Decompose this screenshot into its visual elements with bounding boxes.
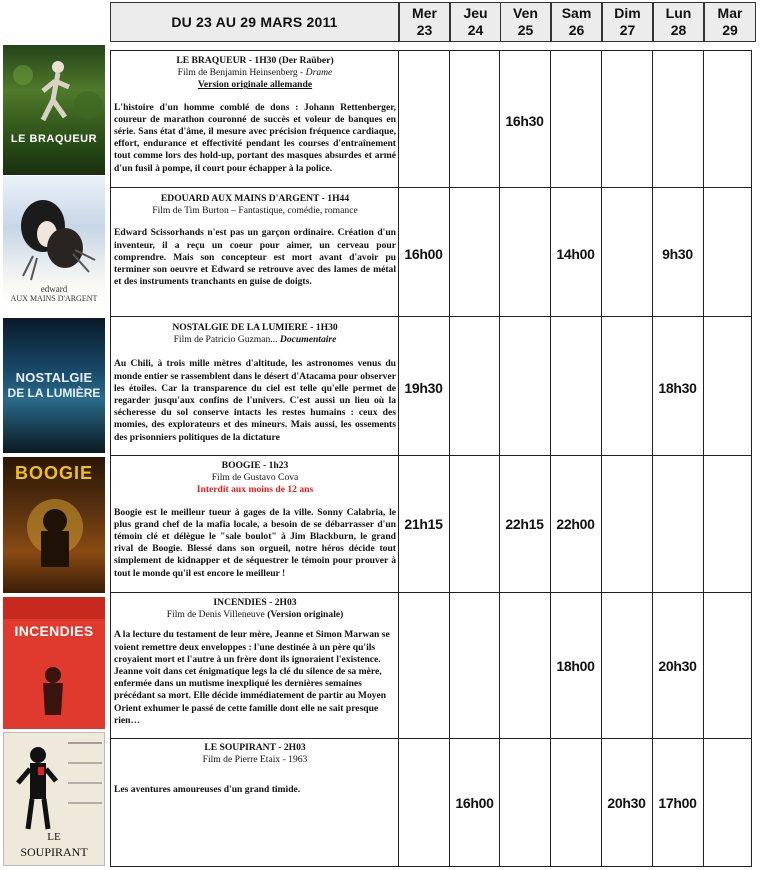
age-restriction: Interdit aux moins de 12 ans — [196, 484, 314, 496]
grid-divider — [449, 50, 450, 867]
showtime-lun: 18h30 — [658, 380, 697, 396]
poster-title-line2: DE LA LUMIÈRE — [7, 386, 101, 400]
film-version: Version originale allemande — [197, 79, 313, 91]
day-name: Ven — [513, 5, 538, 21]
day-header-jeu — [450, 2, 501, 42]
day-name: Sam — [561, 5, 592, 21]
grid-divider — [550, 50, 551, 867]
film-synopsis-part1: A la lecture du testament de leur mère, Jeanne et Simon Marwan se voient remettre deux enveloppes : l'une destinée à un père qu'ils croyaient mort et l'autre à un frère dont ils ignoraient l'existence. — [114, 629, 390, 665]
grid-divider — [601, 50, 602, 867]
poster-title-line2: SOUPIRANT — [20, 845, 88, 859]
showtime-sam: 14h00 — [556, 246, 595, 262]
day-name: Mer — [412, 5, 437, 21]
film-synopsis: Edward Scissorhands n'est pas un garçon ordinaire. Création d'un inventeur, il a reçu un coeur pour aimer, un cerveau pour comprendre. Mais son concepteur est mort avant d'avoir pu terminer son oeuvre et Edward se retrouve avec des lames de métal et des instruments tranchants en guise de doigts. — [114, 227, 396, 288]
film-credit — [114, 609, 396, 621]
film-description-boogie — [114, 460, 396, 580]
poster-le-braqueur — [3, 45, 105, 175]
film-description-incendies — [114, 597, 396, 727]
film-title: EDOUARD AUX MAINS D'ARGENT - 1H44 — [160, 193, 350, 204]
film-title: LE SOUPIRANT - 2H03 — [204, 742, 306, 753]
day-number: 29 — [722, 22, 738, 38]
incendies-figure — [3, 597, 105, 729]
row-divider — [110, 316, 752, 317]
row-divider — [110, 455, 752, 456]
grid-divider — [499, 50, 500, 867]
film-description-le-soupirant — [114, 742, 396, 797]
poster-boogie — [3, 457, 105, 593]
poster-title: LE BRAQUEUR — [10, 133, 98, 145]
day-header-sam — [551, 2, 602, 42]
showtime-lun: 20h30 — [658, 658, 697, 674]
film-credit — [114, 334, 396, 346]
film-credit: Film de Gustavo Cova — [211, 472, 299, 484]
poster-title-small: edward — [40, 284, 68, 294]
showtime-lun: 17h00 — [658, 795, 697, 811]
film-synopsis: Boogie est le meilleur tueur à gages de la ville. Sonny Calabria, le plus grand chef de la mafia locale, a besoin de se débarrasser d'un témoin clé et délègue le "sale boulot" à Jim Blackburn, le grand rival de Boogie. Blessé dans son orgueil, notre héros décide tout simplement de kidnapper et de séquestrer le témoin pour prouver à tout le monde qu'il est encore le meilleur ! — [114, 506, 396, 579]
poster-nostalgie — [3, 318, 105, 453]
showtime-jeu: 16h00 — [455, 795, 494, 811]
poster-le-soupirant — [3, 732, 105, 866]
showtime-mer: 19h30 — [404, 380, 443, 396]
film-credit: Film de Tim Burton – Fantastique, comédie, romance — [152, 205, 358, 217]
day-number: 25 — [517, 22, 534, 38]
film-synopsis-part2: Jeanne voit dans cet énigmatique legs la clé du silence de sa mère, enfermée dans un mutisme inexpliqué les dernières semaines précédant sa mort. Elle décide immédiatement de partir au Moyen Orient exhumer le passé de cette famille dont elle ne sait presque rien… — [114, 666, 387, 726]
showtime-mer: 21h15 — [404, 516, 443, 532]
day-name: Jeu — [463, 5, 488, 21]
day-header-ven — [500, 2, 551, 42]
grid-divider — [398, 50, 399, 867]
row-divider — [110, 592, 752, 593]
day-name: Lun — [665, 5, 692, 21]
showtime-mer: 16h00 — [404, 246, 443, 262]
credit-director: Film de Benjamin Heinsenberg - — [177, 67, 306, 79]
day-number: 27 — [619, 22, 636, 38]
credit-director: Film de Patricio Guzman... — [173, 334, 280, 346]
poster-title: INCENDIES — [14, 623, 94, 639]
showtime-sam: 18h00 — [556, 658, 595, 674]
day-number: 26 — [568, 22, 585, 38]
film-synopsis: Les aventures amoureuses d'un grand timide. — [114, 784, 301, 796]
row-divider — [110, 738, 752, 739]
film-title: BOOGIE - 1h23 — [221, 460, 289, 471]
showtime-ven: 22h15 — [505, 516, 544, 532]
day-number: 24 — [467, 22, 484, 38]
film-title: NOSTALGIE DE LA LUMIERE - 1H30 — [172, 322, 338, 333]
poster-incendies — [3, 597, 105, 729]
day-header-dim — [602, 2, 653, 42]
schedule-title-text: DU 23 AU 29 MARS 2011 — [171, 14, 338, 30]
film-title: INCENDIES - 2H03 — [213, 597, 297, 608]
day-name: Dim — [614, 5, 641, 21]
day-name: Mar — [717, 5, 743, 21]
film-credit — [114, 67, 396, 79]
poster-edouard — [3, 176, 105, 306]
poster-title-line1: LE — [47, 831, 61, 843]
credit-director: Film de Denis Villeneuve — [166, 609, 268, 621]
day-header-mer — [399, 2, 450, 42]
showtime-ven: 16h30 — [505, 113, 544, 129]
grid-divider — [652, 50, 653, 867]
film-title: LE BRAQUEUR - 1H30 (Der Raüber) — [176, 55, 334, 66]
film-description-le-braqueur — [114, 55, 396, 175]
poster-title-line1: NOSTALGIE — [15, 370, 93, 385]
showtime-dim: 20h30 — [607, 795, 646, 811]
film-synopsis: Au Chili, à trois mille mètres d'altitude, les astronomes venus du monde entier se rassemblent dans le désert d'Atacama pour observer les étoiles. Car la transparence du ciel est telle qu'elle permet de regarder jusqu'aux confins de l'univers. C'est aussi un lieu où la sécheresse du sol conserve intacts les restes humains : ceux des momies, des explorateurs et des mineurs. Mais aussi, les ossements des prisonniers politiques de la dictature — [114, 358, 396, 443]
day-header-lun — [653, 2, 704, 42]
runner-figure — [3, 45, 105, 175]
day-header-mar — [704, 2, 756, 42]
film-synopsis: L'histoire d'un homme comblé de dons : Johann Rettenberger, coureur de marathon couronné de succès et voleur de banques en série. Sans état d'âme, il mesure avec précision fréquence cardiaque, effort, endurance et effectivité pendant les courses d'entraînement tout comme lors des hold-up, portant des masques absurdes et armé d'un fusil à pompe, il court pour échapper à la police. — [114, 101, 396, 174]
credit-genre: Drame — [305, 67, 333, 79]
poster-title: BOOGIE — [14, 463, 93, 483]
row-divider — [110, 187, 752, 188]
schedule-title — [110, 2, 399, 42]
day-number: 28 — [670, 22, 687, 38]
film-description-edouard — [114, 193, 396, 288]
credit-version: (Version originale) — [267, 609, 344, 621]
grid-divider — [703, 50, 704, 867]
film-description-nostalgie — [114, 322, 396, 444]
showtime-sam: 22h00 — [556, 516, 595, 532]
day-number: 23 — [416, 22, 433, 38]
film-credit: Film de Pierre Etaix - 1963 — [202, 754, 308, 766]
poster-title: AUX MAINS D'ARGENT — [10, 294, 98, 303]
showtime-lun: 9h30 — [662, 246, 693, 262]
credit-genre: Documentaire — [279, 334, 337, 346]
